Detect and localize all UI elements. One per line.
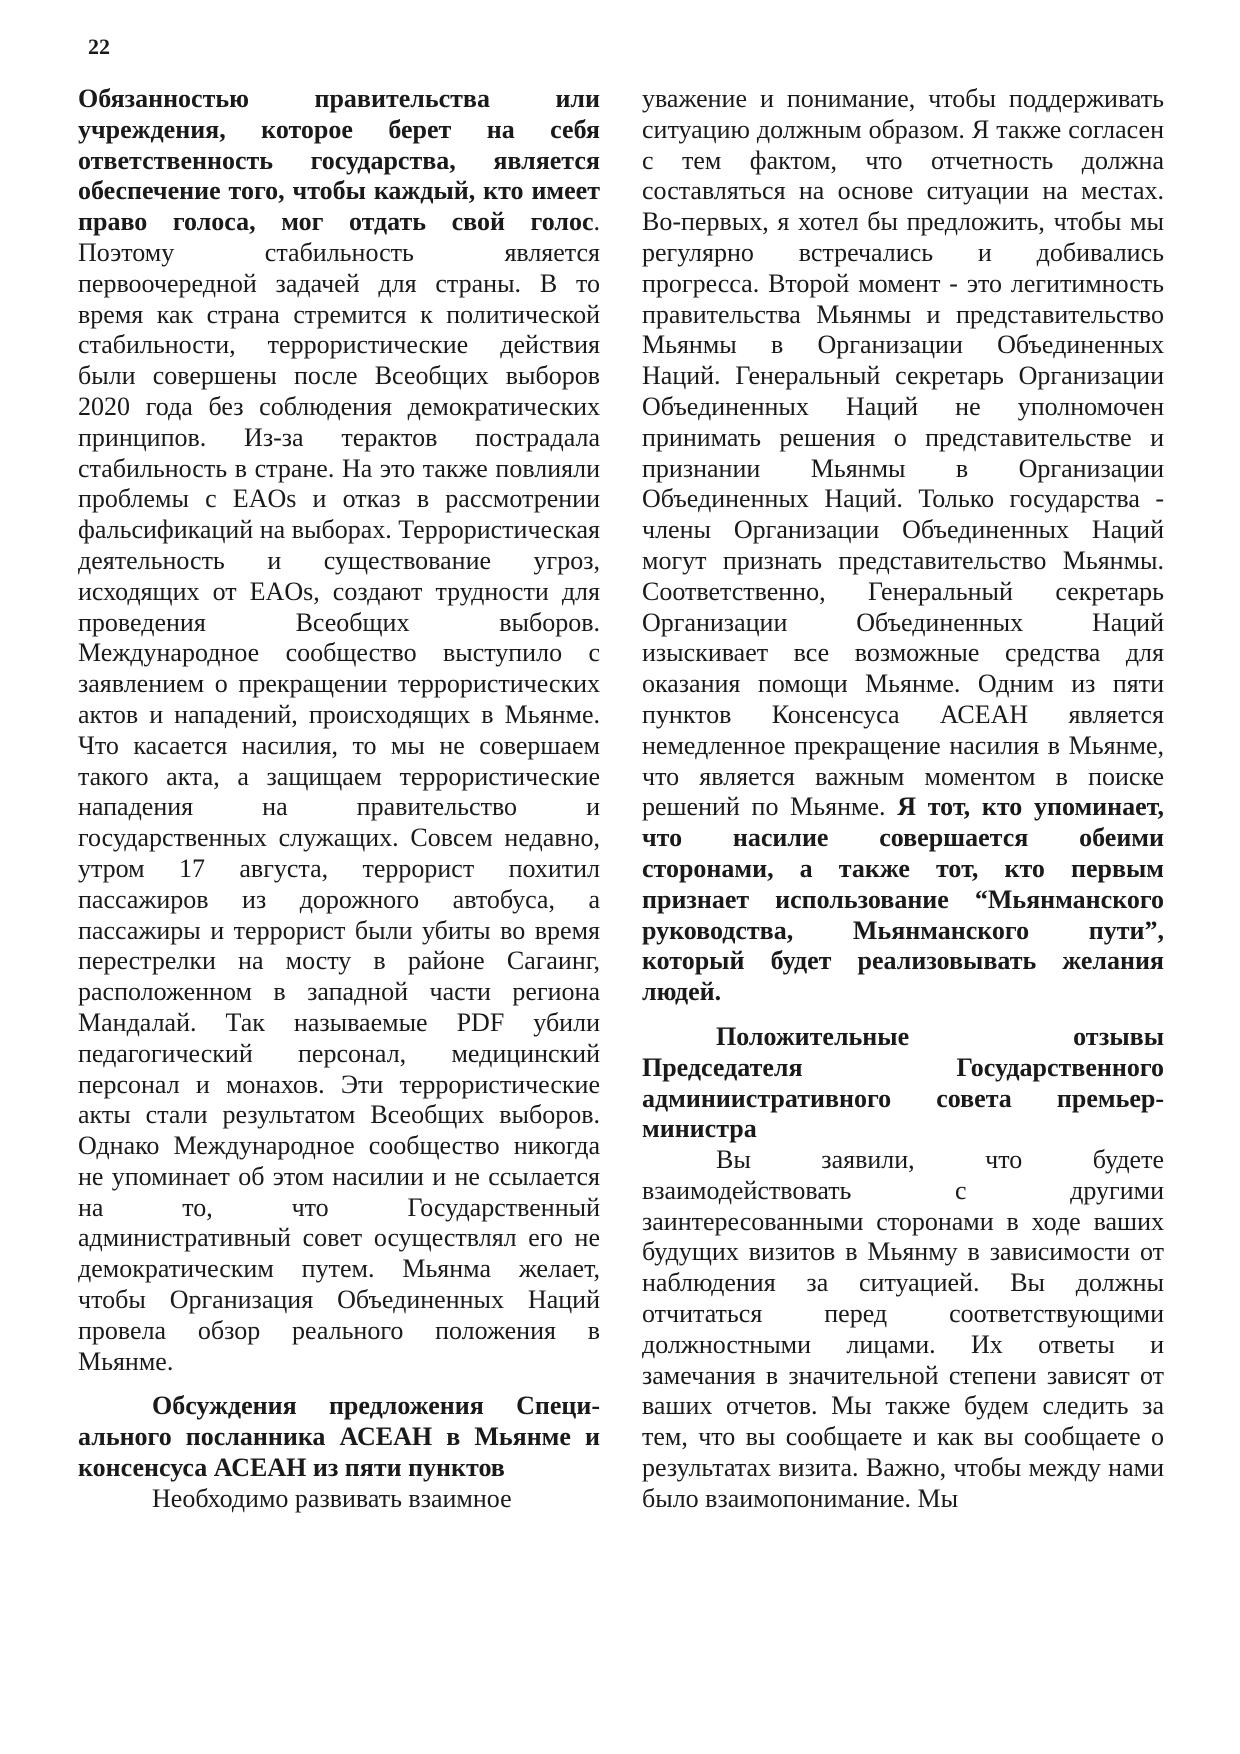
right-section-heading: Положительные отзывы Председателя Государственного админиистративного совета премьер-министра bbox=[642, 1021, 1164, 1144]
left-paragraph-1-bold: Обязанностью правительства или учреждения, которое берет на себя ответственность государства, является обеспечение того, чтобы каждый, кто имеет право голоса, мог отдать свой голос bbox=[78, 84, 600, 237]
left-paragraph-1 bbox=[78, 84, 600, 1377]
right-paragraph-2: Вы заявили, что будете взаимодействовать с другими заинтересованными сторонами в ходе ваших будущих визитов в Мьянму в зависимости от наблюдения за ситуацией. Вы должны отчитаться перед соответствующими должностными лицами. Их ответы и замечания в значительной степени зависят от ваших отчетов. Мы также будем следить за тем, что вы сообщаете и как вы сообщаете о результатах визита. Важно, чтобы между нами было взаимопонимание. Мы bbox=[642, 1145, 1164, 1513]
left-paragraph-1-text: . Поэтому стабильность является первоочередной задачей для страны. В то время как страна стремится к политической стабильности, террористические действия были совершены после Всеобщих выборов 2020 года без соблюдения демократических принципов. Из-за терактов пострадала стабильность в стране. На это также повлияли проблемы с EAOs и отказ в рассмотрении фальсификаций на выборах. Террористическая деятельность и существование угроз, исходящих от EAOs, создают трудности для проведения Всеобщих выборов. Международное сообщество выступило с заявлением о прекращении террористических актов и нападений, происходящих в Мьянме. Что касается насилия, то мы не совершаем такого акта, а защищаем террористические нападения на правительство и государственных служащих. Совсем недавно, утром 17 августа, террорист похитил пассажиров из дорожного автобуса, а пассажиры и террорист были убиты во время перестрелки на мосту в районе Сагаинг, расположенном в западной части региона Мандалай. Так называемые PDF убили педагогический персонал, медицинский персонал и монахов. Эти террористические акты стали результатом Всеобщих выборов. Однако Международное сообщество никогда не упоминает об этом насилии и не ссылается на то, что Государственный административный совет осуществлял его не демократическим путем. Мьянма желает, чтобы Организация Объединенных Наций провела обзор реального положения в Мьянме. bbox=[78, 207, 600, 1376]
page-number: 22 bbox=[88, 34, 110, 59]
left-section-heading: Обсуждения предложения Специального посланника АСЕАН в Мьянме и консенсуса АСЕАН из пяти пунктов bbox=[78, 1391, 600, 1483]
right-paragraph-1-text: уважение и понимание, чтобы поддерживать ситуацию должным образом. Я также согласен с тем фактом, что отчетность должна составляться на основе ситуации на местах. Во-первых, я хотел бы предложить, чтобы мы регулярно встречались и добивались прогресса. Второй момент - это легитимность правительства Мьянмы и представительство Мьянмы в Организации Объединенных Наций. Генеральный секретарь Организации Объединенных Наций не уполномочен принимать решения о представительстве и признании Мьянмы в Организации Объединенных Наций. Только государства - члены Организации Объединенных Наций могут признать представительство Мьянмы. Соответственно, Генеральный секретарь Организации Объединенных Наций изыскивает все возможные средства для оказания помощи Мьянме. Одним из пяти пунктов Консенсуса АСЕАН является немедленное прекращение насилия в Мьянме, что является важным моментом в поиске решений по Мьянме. bbox=[642, 84, 1164, 822]
right-paragraph-1-bold: Я тот, кто упоминает, что насилие совершается обеими сторонами, а также тот, кто первым признает использование “Мьянманского руководства, Мьянманского пути”, который будет реализовывать желания людей. bbox=[642, 792, 1164, 1007]
left-column bbox=[78, 84, 600, 1515]
right-column bbox=[642, 84, 1164, 1515]
left-paragraph-2: Необходимо развивать взаимное bbox=[152, 1483, 512, 1513]
right-paragraph-1 bbox=[642, 84, 1164, 1008]
